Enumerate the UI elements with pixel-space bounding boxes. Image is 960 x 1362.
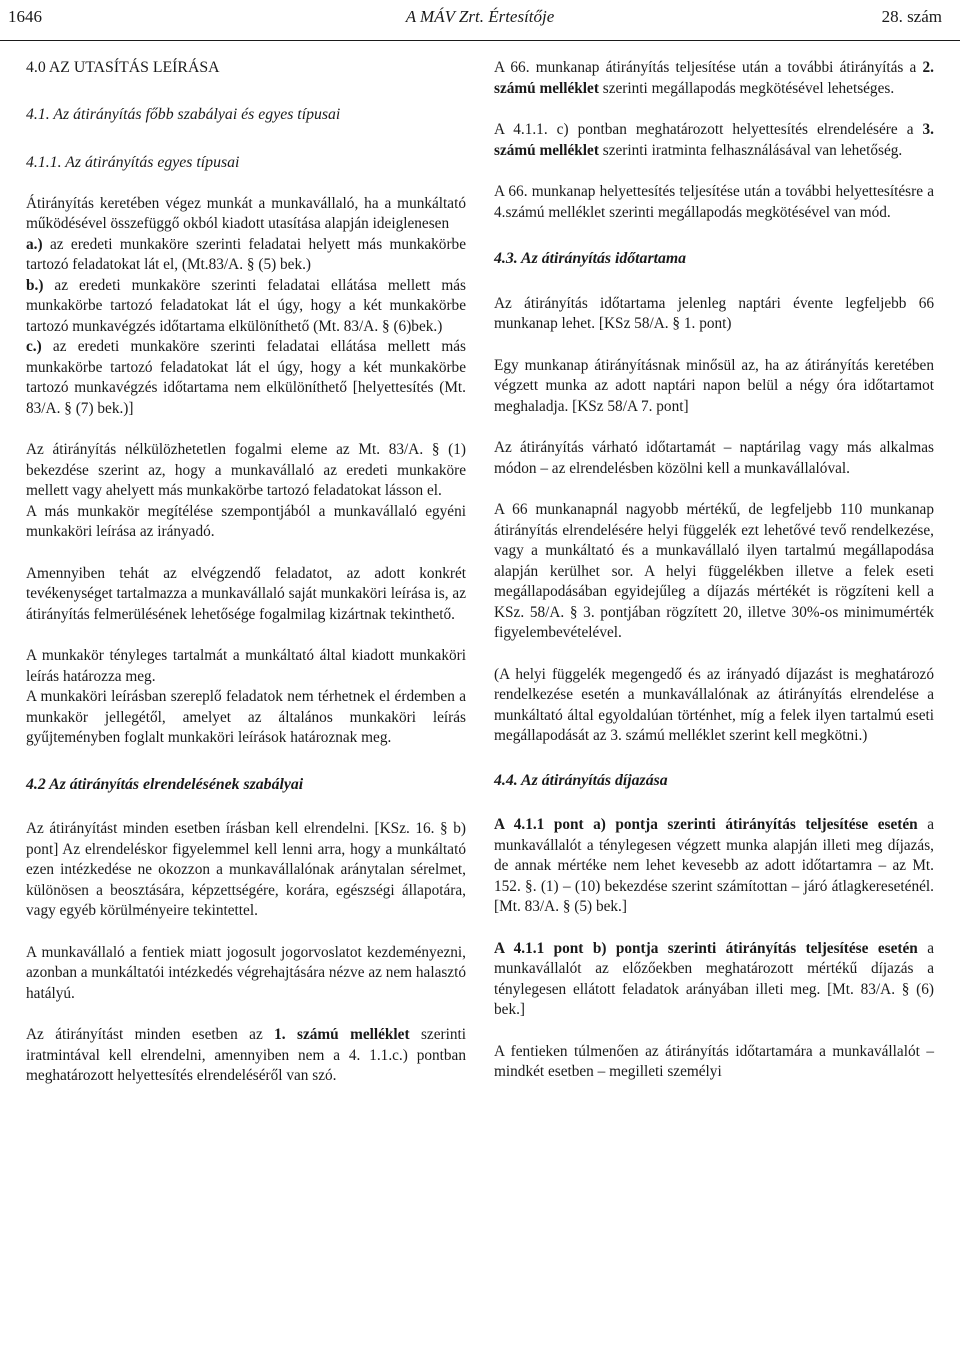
paragraph-leirasban: A munkaköri leírásban szereplő feladatok nem térhetnek el érdemben a munkakör jellegétől, amelyet az általános munkaköri leírás gyűjteményben foglalt munkaköri leírások határoznak meg. bbox=[26, 688, 466, 746]
heading-4-4: 4.4. Az átirányítás díjazása bbox=[494, 771, 668, 789]
list-text-c: az eredeti munkaköre szerinti feladatai ellátása mellett más munkakörbe tartozó feladatokat lát el úgy, hogy a két munkakörbe tartozó munkavégzés időtartama nem elkülöníthető [helyettesítés (Mt. 83/A. § (7) bek.)] bbox=[26, 338, 466, 417]
p411-text-c: szerinti iratminta felhasználásával van lehetőség. bbox=[598, 141, 903, 159]
paragraph-66-helyettesites: A 66. munkanap helyettesítés teljesítése után a további helyettesítésre a 4.számú melléklet szerinti megállapodás megkötésével van mód. bbox=[494, 183, 934, 221]
list-label-c: c.) bbox=[26, 338, 42, 355]
header-rule bbox=[0, 40, 960, 41]
paragraph-66-atiranyitas bbox=[494, 58, 934, 99]
list-label-a: a.) bbox=[26, 235, 43, 253]
list-item-b bbox=[26, 276, 466, 338]
paragraph-jogorvoslat: A munkavállaló a fentiek miatt jogosult jogorvoslatot kezdeményezni, azonban a munkáltatói intézkedés végrehajtására nézve az nem halasztó hatályú. bbox=[26, 943, 466, 1002]
dijazas-a-lead: A 4.1.1 pont a) pontja szerinti átirányítás teljesítése esetén bbox=[494, 816, 918, 833]
melleklet-1-ref: 1. számú melléklet bbox=[274, 1026, 410, 1043]
page-number: 1646 bbox=[8, 7, 42, 26]
paragraph-fogalmi: Az átirányítás nélkülözhetetlen fogalmi eleme az Mt. 83/A. § (1) bekezdése szerint az, hogy a munkavállaló az eredeti munkaköre mellett vagy ahelyett más munkakörbe tartozó feladatokat lásson el. bbox=[26, 441, 466, 499]
paragraph-idotartam: Az átirányítás időtartama jelenleg naptári évente legfeljebb 66 munkanap lehet. [KSz 58/A. § 1. pont) bbox=[494, 294, 934, 332]
list-label-b: b.) bbox=[26, 276, 44, 294]
list-text-a: az eredeti munkaköre szerinti feladatai helyett más munkakörbe tartozó feladatokat lát el, (Mt.83/A. § (5) bek.) bbox=[26, 235, 466, 273]
paragraph-intro: Átirányítás keretében végez munkát a munkavállaló, ha a munkáltató működésével összefüggő okból kiadott utasítása alapján ideiglenesen bbox=[26, 194, 466, 232]
right-column bbox=[494, 58, 934, 1083]
paragraph-amennyiben: Amennyiben tehát az elvégzendő feladatot, az adott konkrét tevékenységet tartalmazza a munkavállaló saját munkaköri leírása is, az átirányítás felmerülésének lehetősége fogalmilag kizártnak tekinthető. bbox=[26, 564, 466, 623]
left-column bbox=[26, 58, 466, 1087]
paragraph-mas-munkakor: A más munkakör megítélése szempontjából a munkavállaló egyéni munkaköri leírása az irányadó. bbox=[26, 502, 466, 540]
paragraph-fentieken: A fentieken túlmenően az átirányítás időtartamára a munkavállalót – mindkét esetben – megilleti személyi bbox=[494, 1042, 934, 1080]
paragraph-helyi-fuggelek: (A helyi függelék megengedő és az irányadó díjazást is meghatározó rendelkezése esetén a munkavállalónak az átirányítás elrendelése a munkáltató által egyoldalúan történhet, míg a felek ilyen tartalmú eseti megállapodását az 3. számú melléklet szerint kell megkötni.) bbox=[494, 665, 934, 744]
heading-4-0: 4.0 AZ UTASÍTÁS LEÍRÁSA bbox=[26, 59, 220, 76]
paragraph-irasban: Az átirányítást minden esetben írásban kell elrendelni. [KSz. 16. § b) pont] Az elrendeléskor figyelemmel kell lenni arra, hogy a munkáltató ezen intézkedése ne okozzon a munkavállalónak aránytalan sérelmet, különösen a beosztására, képzettségére, korára, egészségi állapotára, vagy egyéb körülményeire tekintettel. bbox=[26, 820, 466, 919]
heading-4-3: 4.3. Az átirányítás időtartama bbox=[494, 250, 687, 267]
heading-4-2: 4.2 Az átirányítás elrendelésének szabályai bbox=[26, 775, 304, 793]
paragraph-egy-munkanap: Egy munkanap átirányításnak minősül az, ha az átirányítás keretében végzett munka az adott naptári napon belül a négy óra időtartamot meghaladja. [KSz 58/A 7. pont] bbox=[494, 356, 934, 415]
heading-4-1: 4.1. Az átirányítás főbb szabályai és egyes típusai bbox=[26, 105, 341, 123]
paragraph-melleklet-1 bbox=[26, 1025, 466, 1087]
heading-4-1-1-text: 4.1.1. Az átirányítás egyes típusai bbox=[26, 154, 240, 171]
list-item-a bbox=[26, 235, 466, 276]
dijazas-b-text: a munkavállalót az előzőekben meghatározott mértékű díjazás a ténylegesen ellátott feladatok arányában illeti meg. [Mt. 83/A. § (6) bek.] bbox=[494, 939, 934, 1018]
journal-title: A MÁV Zrt. Értesítője bbox=[405, 7, 555, 26]
paragraph-dijazas-b bbox=[494, 939, 934, 1021]
issue-number: 28. szám bbox=[881, 7, 942, 26]
page-header bbox=[0, 0, 960, 44]
dijazas-a-text: a munkavállalót a ténylegesen végzett munka alapján illeti meg díjazás, de annak mértéke nem lehet kevesebb az adott időtartamra – az Mt. 152. §. (1) – (10) bekezdése szerint számítottan – járó átlagkereseténél. [Mt. 83/A. § (5) bek.] bbox=[494, 816, 934, 915]
paragraph-tenyleges: A munkakör tényleges tartalmát a munkáltató által kiadott munkaköri leírás határozza meg. bbox=[26, 647, 466, 685]
p411-text-a: A 4.1.1. c) pontban meghatározott helyettesítés elrendelésére a bbox=[494, 121, 923, 138]
paragraph-66-nagyobb: A 66 munkanapnál nagyobb mértékű, de legfeljebb 110 munkanap átirányítás elrendelésére helyi függelék ezt lehetővé tevő rendelkezése, vagy a munkáltató és a munkavállaló ilyen tartalmú megállapodása alapján kerülhet sor. A helyi függelékben illetve a felek eseti megállapodásában egyidejűleg a díjazás mértékét is rögzíteni kell a KSz. 58/A. § 3. pontjában rögzített 20, illetve 30%-os minimumérték figyelembevételével. bbox=[494, 501, 934, 641]
paragraph-4-1-1-c bbox=[494, 120, 934, 161]
melleklet-1-text-c: szerinti iratmintával kell elrendelni, amennyiben nem a 4. 1.1.c.) pontban meghatározott helyettesítés elrendeléséről van szó. bbox=[26, 1026, 466, 1084]
list-item-c bbox=[26, 337, 466, 419]
p66-text-c: szerinti megállapodás megkötésével lehetséges. bbox=[598, 79, 895, 97]
melleklet-3-ref: 3. számú melléklet bbox=[494, 121, 934, 159]
paragraph-varhato: Az átirányítás várható időtartamát – naptárilag vagy más alkalmas módon – az elrendelésben közölni kell a munkavállalóval. bbox=[494, 439, 934, 477]
p66-text-a: A 66. munkanap átirányítás teljesítése után a további átirányítás a bbox=[494, 59, 923, 76]
melleklet-2-ref: 2. számú melléklet bbox=[494, 59, 934, 97]
list-text-b: az eredeti munkaköre szerinti feladatai ellátása mellett más munkakörbe tartozó feladatokat lát el úgy, hogy a két munkakörbe tartozó munkavégzés időtartama elkülöníthető (Mt. 83/A. § (6)bek.) bbox=[26, 276, 466, 335]
paragraph-dijazas-a bbox=[494, 815, 934, 918]
heading-4-1-1 bbox=[26, 153, 466, 174]
dijazas-b-lead: A 4.1.1 pont b) pontja szerinti átirányítás teljesítése esetén bbox=[494, 939, 918, 957]
melleklet-1-text-a: Az átirányítást minden esetben az bbox=[26, 1026, 275, 1043]
